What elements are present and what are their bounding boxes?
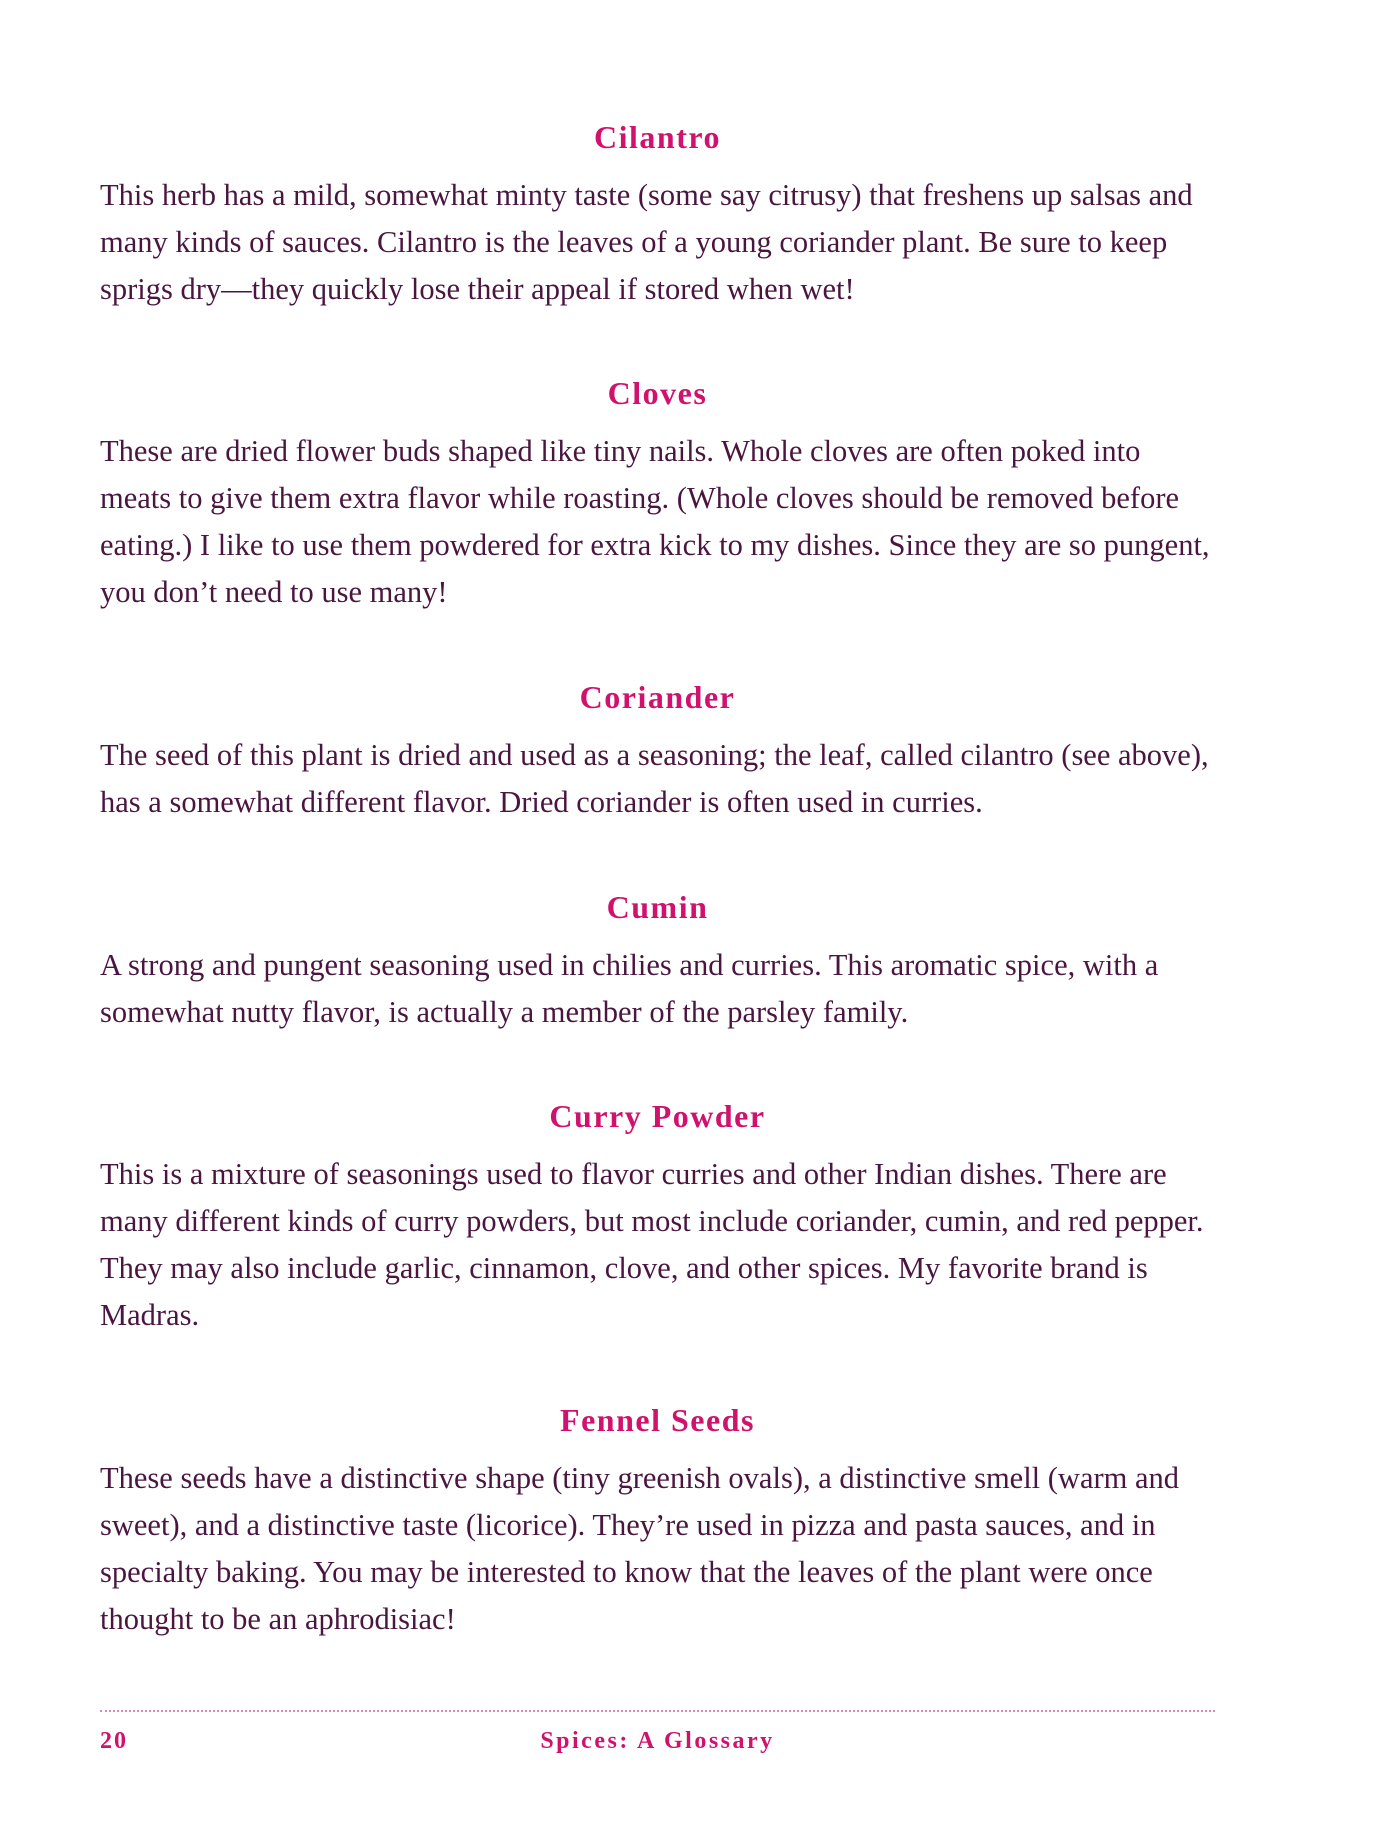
entry-body: This is a mixture of seasonings used to flavor curries and other Indian dishes. There are many different kinds of curry powders, but most include coriander, cumin, and red pepper. They may also include garlic, cinnamon, clove, and other spices. My favorite brand is Madras. bbox=[100, 1157, 1204, 1332]
entry-body: These seeds have a distinctive shape (tiny greenish ovals), a distinctive smell (warm and sweet), and a distinctive taste (licorice). They’re used in pizza and pasta sauces, and in specialty baking. You may be interested to know that the leaves of the plant were once thought to be an aphrodisiac! bbox=[100, 1461, 1180, 1636]
entry-body: These are dried flower buds shaped like tiny nails. Whole cloves are often poked into meats to give them extra flavor while roasting. (Whole cloves should be removed before eating.) I like to use them powdered for extra kick to my dishes. Since they are so pungent, you don’t need to use many! bbox=[100, 434, 1210, 609]
entry-title: Fennel Seeds bbox=[560, 1402, 755, 1438]
glossary-entry-cilantro bbox=[100, 118, 1215, 313]
entry-title: Coriander bbox=[579, 679, 736, 715]
entry-body: The seed of this plant is dried and used as a seasoning; the leaf, called cilantro (see above), has a somewhat different flavor. Dried coriander is often used in curries. bbox=[100, 738, 1209, 819]
entry-title: Cilantro bbox=[594, 119, 721, 155]
entry-body: A strong and pungent seasoning used in chilies and curries. This aromatic spice, with a somewhat nutty flavor, is actually a member of the parsley family. bbox=[100, 948, 1159, 1029]
glossary-entry-curry-powder bbox=[100, 1097, 1215, 1339]
glossary-entry-coriander bbox=[100, 678, 1215, 826]
glossary-entry-cumin bbox=[100, 888, 1215, 1036]
glossary-entry-fennel-seeds bbox=[100, 1401, 1215, 1643]
entry-body: This herb has a mild, somewhat minty taste (some say citrusy) that freshens up salsas and many kinds of sauces. Cilantro is the leaves of a young coriander plant. Be sure to keep sprigs dry—they quickly lose their appeal if stored when wet! bbox=[100, 178, 1193, 306]
footer-divider bbox=[100, 1710, 1215, 1712]
entry-title: Curry Powder bbox=[549, 1098, 766, 1134]
entry-title: Cumin bbox=[606, 889, 709, 925]
page-number: 20 bbox=[100, 1728, 128, 1754]
running-title: Spices: A Glossary bbox=[540, 1728, 775, 1754]
entry-title: Cloves bbox=[607, 375, 708, 411]
glossary-entry-cloves bbox=[100, 374, 1215, 616]
